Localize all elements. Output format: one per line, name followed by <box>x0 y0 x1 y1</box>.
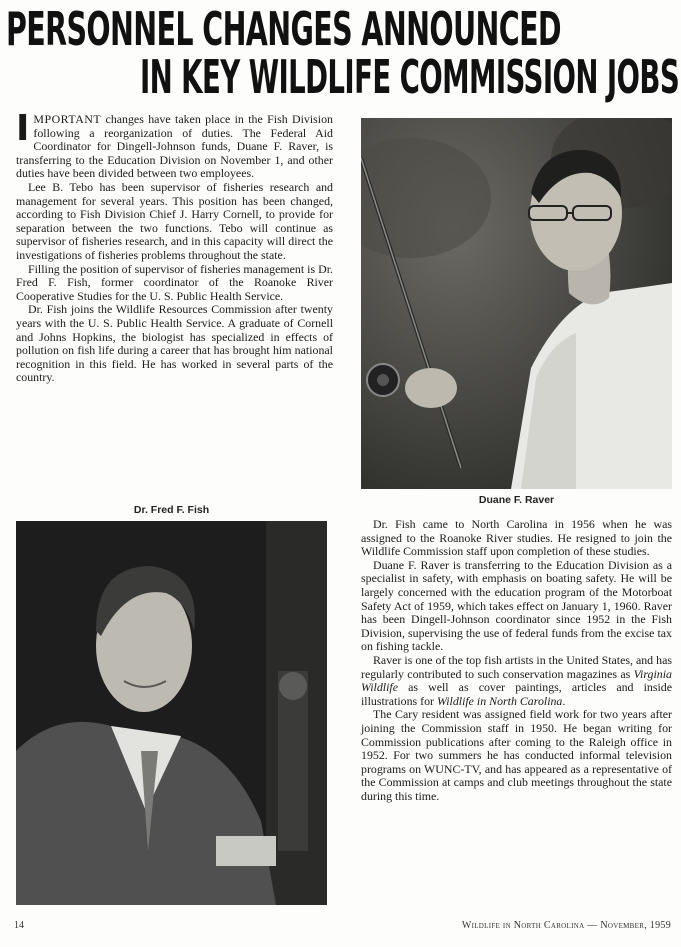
paragraph-7 <box>361 654 672 708</box>
footer-publication <box>462 920 671 931</box>
caption-duane-raver: Duane F. Raver <box>478 494 555 506</box>
raver-photo-illustration <box>361 118 672 489</box>
article-column-right <box>361 518 672 803</box>
photo-duane-raver <box>361 118 672 489</box>
paragraph-6: Duane F. Raver is transferring to the Education Division as a specialist in safety, with emphasis on boating safety. He will be largely concerned with the education program of the Motorboat Safety Act of 1959, which takes effect on January 1, 1960. Raver has been Dingell-Johnson coordinator since 1952 in the Fish Division, supervising the use of federal funds from the excise tax on fishing tackle. <box>361 557 672 654</box>
issue-date: November, 1959 <box>600 920 671 931</box>
paragraph-7-text-c: . <box>562 693 566 708</box>
drop-cap: I <box>16 108 30 149</box>
paragraph-1-text: changes have taken place in the Fish Division following a reorganization of duties. The Federal Aid Coordinator for Dingell-Johnson funds, Duane F. Raver, is transferring to the Education Division on November 1, and other duties have been divided between two employees. <box>16 112 333 181</box>
headline-line-1: PERSONNEL CHANGES ANNOUNCED <box>6 2 561 56</box>
paragraph-3: Filling the position of supervisor of fisheries management is Dr. Fred F. Fish, former coordinator of the Roanoke River Cooperative Studies for the U. S. Public Health Service. <box>16 261 333 303</box>
magazine-title-virginia-wildlife: Virginia Wildlife <box>361 666 672 695</box>
paragraph-1 <box>16 108 333 181</box>
paragraph-5: Dr. Fish came to North Carolina in 1956 when he was assigned to the Roanoke River studies. He resigned to join the Wildlife Commission staff upon completion of these studies. <box>361 517 672 559</box>
fish-photo-illustration <box>16 521 327 905</box>
paragraph-8: The Cary resident was assigned field work for two years after joining the Commission staff in 1950. He began writing for Commission publications after coming to the Raleigh office in 1952. For two summers he has conducted informal television programs on WUNC-TV, and has appeared as a representative of the Commission at camps and club meetings throughout the state during this time. <box>361 707 672 803</box>
publication-name: Wildlife in North Carolina <box>461 920 585 931</box>
page-number: 14 <box>14 920 24 931</box>
caption-fred-fish: Dr. Fred F. Fish <box>133 504 210 516</box>
paragraph-7-text-a: Raver is one of the top fish artists in the United States, and has regularly contributed to such conservation magazines as <box>361 652 672 681</box>
photo-fred-fish <box>16 521 327 905</box>
article-column-left <box>16 108 333 385</box>
footer-separator: — <box>584 920 601 931</box>
paragraph-7-text-b: as well as cover paintings, articles and inside illustrations for <box>361 680 672 708</box>
paragraph-2: Lee B. Tebo has been supervisor of fisheries research and management for several years. This position has been changed, according to Fish Division Chief J. Harry Cornell, to provide for separation between the two functions. Tebo will continue as supervisor of fisheries research, and in this capacity will direct the investigations of fisheries problems throughout the state. <box>16 179 333 262</box>
headline-line-2: IN KEY WILDLIFE COMMISSION JOBS <box>140 50 680 104</box>
paragraph-4: Dr. Fish joins the Wildlife Resources Commission after twenty years with the U. S. Public Health Service. A graduate of Cornell and Johns Hopkins, the biologist has specialized in effects of pollution on fish life during a career that has brought him national recognition in this field. He has worked in several parts of the country. <box>16 302 333 385</box>
lead-word: MPORTANT <box>33 112 102 126</box>
magazine-title-wildlife-nc: Wildlife in North Carolina <box>436 693 563 708</box>
